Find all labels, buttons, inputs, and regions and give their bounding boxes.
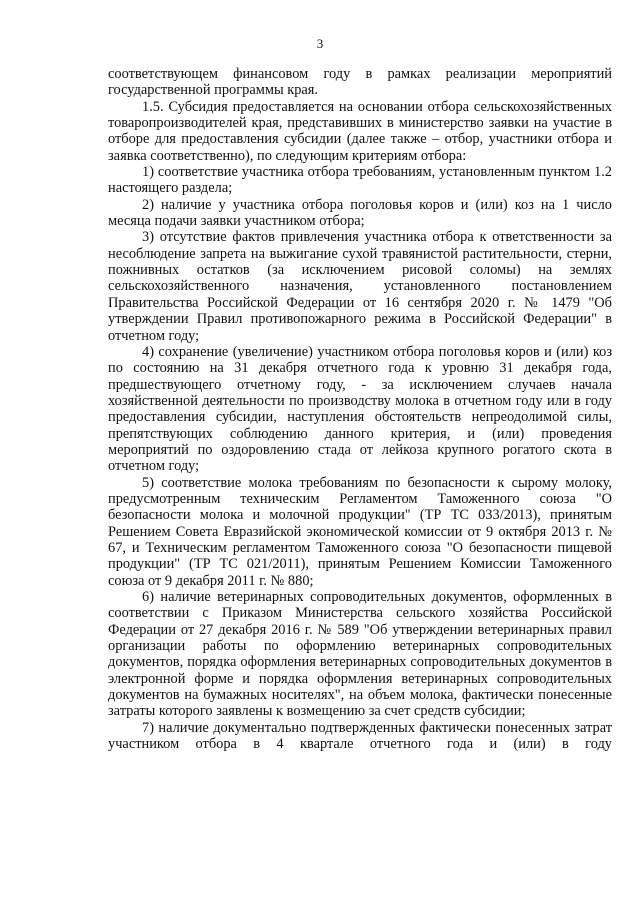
paragraph-1-5: 1.5. Субсидия предоставляется на основании отбора сельскохозяйственных товаропроизводителей края, представивших в министерство заявки на участие в отборе для предоставления субсидии (далее также – отбор, участники отбора и заявка соответственно), по следующим критериям отбора: [108,98,612,164]
criterion-3: 3) отсутствие фактов привлечения участника отбора к ответственности за несоблюдение запрета на выжигание сухой травянистой растительности, стерни, пожнивных остатков (за исключением рисовой соломы) на землях сельскохозяйственного назначения, установленного постановлением Правительства Российской Федерации от 16 сентября 2020 г. № 1479 "Об утверждении Правил противопожарного режима в Российской Федерации" в отчетном году; [108,229,612,344]
paragraph-continuation: соответствующем финансовом году в рамках реализации мероприятий государственной программы края. [108,66,612,99]
criterion-7: 7) наличие документально подтвержденных фактически понесенных затрат участником отбора в 4 квартале отчетного года и (или) в году [108,719,612,753]
criterion-2: 2) наличие у участника отбора поголовья коров и (или) коз на 1 число месяца подачи заявки участником отбора; [108,196,612,230]
criterion-6: 6) наличие ветеринарных сопроводительных документов, оформленных в соответствии с Приказом Министерства сельского хозяйства Российской Федерации от 27 декабря 2016 г. № 589 "Об утверждении ветеринарных правил организации работы по оформлению ветеринарных сопроводительных документов, порядка оформления ветеринарных сопроводительных документов в электронной форме и порядка оформления ветеринарных сопроводительных документов на бумажных носителях", на объем молока, фактически понесенные затраты которого заявлены к возмещению за счет средств субсидии; [108,589,612,720]
document-body [108,66,612,752]
criterion-4: 4) сохранение (увеличение) участником отбора поголовья коров и (или) коз по состоянию на 31 декабря отчетного года к уровню 31 декабря года, предшествующего отчетному году, - за исключением случаев начала хозяйственной деятельности по производству молока в отчетном году или в году предоставления субсидии, наступления обстоятельств непреодолимой силы, препятствующих соблюдению данного критерия, и (или) проведения мероприятий по оздоровлению стада от лейкоза крупного рогатого скота в отчетном году; [108,343,612,475]
page-number: 3 [316,36,324,51]
criterion-5: 5) соответствие молока требованиям по безопасности к сырому молоку, предусмотренным техническим Регламентом Таможенного союза "О безопасности молока и молочной продукции" (ТР ТС 033/2013), принятым Решением Совета Евразийской экономической комиссии от 9 октября 2013 г. № 67, и Техническим регламентом Таможенного союза "О безопасности пищевой продукции" (ТР ТС 021/2011), принятым Решением Комиссии Таможенного союза от 9 декабря 2011 г. № 880; [108,474,612,589]
criterion-1: 1) соответствие участника отбора требованиям, установленным пунктом 1.2 настоящего раздела; [108,164,612,197]
